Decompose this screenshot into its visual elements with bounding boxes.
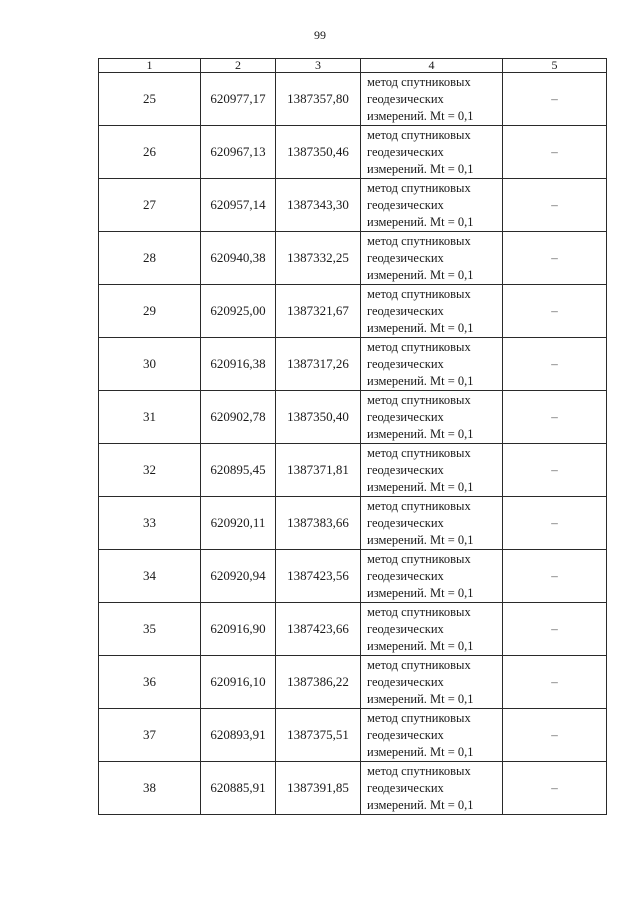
note-cell: – [503,179,607,232]
table-row [99,497,607,550]
point-number-cell: 33 [99,497,201,550]
point-number-cell: 34 [99,550,201,603]
note-cell: – [503,444,607,497]
x-coordinate-cell: 620920,11 [201,497,276,550]
method-line: измерений. Mt = 0,1 [367,214,474,229]
table-row [99,391,607,444]
x-coordinate-cell: 620893,91 [201,709,276,762]
method-line: измерений. Mt = 0,1 [367,744,474,759]
y-coordinate-cell: 1387383,66 [276,497,361,550]
y-coordinate-cell: 1387332,25 [276,232,361,285]
x-coordinate-cell: 620920,94 [201,550,276,603]
method-line: измерений. Mt = 0,1 [367,797,474,812]
y-coordinate-cell: 1387375,51 [276,709,361,762]
x-coordinate-cell: 620916,38 [201,338,276,391]
method-cell [361,73,503,126]
note-cell: – [503,232,607,285]
y-coordinate-cell: 1387343,30 [276,179,361,232]
method-line: метод спутниковых [367,445,471,460]
method-line: метод спутниковых [367,127,471,142]
method-line: геодезических [367,621,444,636]
point-number-cell: 28 [99,232,201,285]
x-coordinate-cell: 620885,91 [201,762,276,815]
point-number-cell: 30 [99,338,201,391]
table-row [99,444,607,497]
method-line: метод спутниковых [367,710,471,725]
y-coordinate-cell: 1387423,66 [276,603,361,656]
table-row [99,338,607,391]
point-number-cell: 32 [99,444,201,497]
method-line: измерений. Mt = 0,1 [367,426,474,441]
point-number-cell: 31 [99,391,201,444]
note-cell: – [503,126,607,179]
method-line: измерений. Mt = 0,1 [367,161,474,176]
note-cell: – [503,656,607,709]
method-cell [361,232,503,285]
y-coordinate-cell: 1387350,46 [276,126,361,179]
x-coordinate-cell: 620925,00 [201,285,276,338]
method-line: геодезических [367,515,444,530]
method-line: геодезических [367,780,444,795]
point-number-cell: 25 [99,73,201,126]
y-coordinate-cell: 1387391,85 [276,762,361,815]
table-header [99,59,607,73]
note-cell: – [503,497,607,550]
method-cell [361,338,503,391]
method-cell [361,550,503,603]
method-line: геодезических [367,409,444,424]
method-line: геодезических [367,250,444,265]
table-row [99,762,607,815]
y-coordinate-cell: 1387350,40 [276,391,361,444]
method-line: геодезических [367,91,444,106]
x-coordinate-cell: 620916,10 [201,656,276,709]
note-cell: – [503,391,607,444]
point-number-cell: 36 [99,656,201,709]
method-cell [361,603,503,656]
method-line: измерений. Mt = 0,1 [367,479,474,494]
method-line: геодезических [367,356,444,371]
note-cell: – [503,709,607,762]
method-line: метод спутниковых [367,339,471,354]
point-number-cell: 26 [99,126,201,179]
page-number: 99 [314,28,326,42]
table-row [99,126,607,179]
method-line: метод спутниковых [367,286,471,301]
method-cell [361,444,503,497]
method-line: метод спутниковых [367,233,471,248]
method-cell [361,285,503,338]
x-coordinate-cell: 620957,14 [201,179,276,232]
method-line: метод спутниковых [367,551,471,566]
method-line: измерений. Mt = 0,1 [367,532,474,547]
y-coordinate-cell: 1387386,22 [276,656,361,709]
method-line: метод спутниковых [367,392,471,407]
method-line: геодезических [367,197,444,212]
point-number-cell: 37 [99,709,201,762]
method-line: измерений. Mt = 0,1 [367,691,474,706]
note-cell: – [503,73,607,126]
method-cell [361,391,503,444]
method-line: измерений. Mt = 0,1 [367,638,474,653]
x-coordinate-cell: 620895,45 [201,444,276,497]
method-line: метод спутниковых [367,657,471,672]
method-line: геодезических [367,462,444,477]
y-coordinate-cell: 1387371,81 [276,444,361,497]
y-coordinate-cell: 1387321,67 [276,285,361,338]
method-line: геодезических [367,144,444,159]
point-number-cell: 38 [99,762,201,815]
header-row [99,59,607,73]
column-header: 2 [201,59,276,73]
coordinates-table [98,58,607,815]
note-cell: – [503,338,607,391]
method-cell [361,709,503,762]
method-line: геодезических [367,303,444,318]
method-cell [361,762,503,815]
y-coordinate-cell: 1387357,80 [276,73,361,126]
x-coordinate-cell: 620916,90 [201,603,276,656]
table-row [99,285,607,338]
method-line: измерений. Mt = 0,1 [367,320,474,335]
note-cell: – [503,285,607,338]
x-coordinate-cell: 620902,78 [201,391,276,444]
method-line: измерений. Mt = 0,1 [367,373,474,388]
method-line: метод спутниковых [367,763,471,778]
y-coordinate-cell: 1387423,56 [276,550,361,603]
method-line: метод спутниковых [367,180,471,195]
point-number-cell: 35 [99,603,201,656]
method-cell [361,497,503,550]
table-row [99,603,607,656]
method-cell [361,656,503,709]
x-coordinate-cell: 620940,38 [201,232,276,285]
method-line: геодезических [367,674,444,689]
method-line: геодезических [367,727,444,742]
table-row [99,550,607,603]
note-cell: – [503,762,607,815]
y-coordinate-cell: 1387317,26 [276,338,361,391]
point-number-cell: 29 [99,285,201,338]
table-row [99,73,607,126]
method-cell [361,126,503,179]
method-line: измерений. Mt = 0,1 [367,267,474,282]
column-header: 4 [361,59,503,73]
method-line: метод спутниковых [367,74,471,89]
table-row [99,232,607,285]
column-header: 3 [276,59,361,73]
column-header: 5 [503,59,607,73]
method-cell [361,179,503,232]
method-line: метод спутниковых [367,498,471,513]
x-coordinate-cell: 620977,17 [201,73,276,126]
table-body [99,73,607,815]
note-cell: – [503,603,607,656]
x-coordinate-cell: 620967,13 [201,126,276,179]
method-line: измерений. Mt = 0,1 [367,108,474,123]
table-row [99,179,607,232]
column-header: 1 [99,59,201,73]
method-line: геодезических [367,568,444,583]
note-cell: – [503,550,607,603]
method-line: метод спутниковых [367,604,471,619]
table-row [99,656,607,709]
method-line: измерений. Mt = 0,1 [367,585,474,600]
point-number-cell: 27 [99,179,201,232]
table-row [99,709,607,762]
